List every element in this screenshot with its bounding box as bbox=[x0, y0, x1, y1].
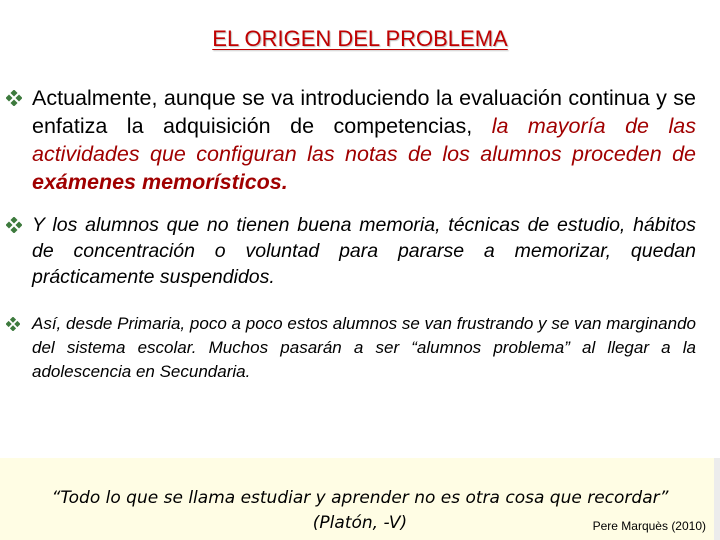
bullet-item-2 bbox=[6, 212, 696, 290]
bullet-1-text: Actualmente, aunque se va introduciendo la evaluación continua y se enfatiza la adquisición de competencias, bbox=[32, 86, 696, 138]
bullet-1-emphasis: la mayoría de las actividades que configuran las notas de los alumnos proceden de bbox=[32, 114, 696, 166]
quote-text: “Todo lo que se llama estudiar y aprender no es otra cosa que recordar” bbox=[51, 488, 669, 508]
diamond-bullet-icon bbox=[6, 312, 32, 331]
slide-title: EL ORIGEN DEL PROBLEMA bbox=[212, 26, 508, 51]
credit-text: Pere Marquès (2010) bbox=[592, 519, 706, 533]
diamond-bullet-icon bbox=[6, 84, 32, 106]
bullet-3-text: Así, desde Primaria, poco a poco estos alumnos se van frustrando y se van marginando del sistema escolar. Muchos pasarán a ser “alumnos problema” al llegar a la adolescencia en Secundaria. bbox=[32, 314, 696, 381]
bullet-item-3 bbox=[6, 312, 696, 384]
bullet-item-1 bbox=[6, 84, 696, 196]
bullet-2-text: Y los alumnos que no tienen buena memoria, técnicas de estudio, hábitos de concentración o voluntad para pararse a memorizar, quedan prácticamente suspendidos. bbox=[32, 214, 696, 288]
bullet-1-strong: exámenes memorísticos. bbox=[32, 170, 288, 194]
diamond-bullet-icon bbox=[6, 212, 32, 233]
quote-author: (Platón, -V) bbox=[312, 513, 408, 533]
